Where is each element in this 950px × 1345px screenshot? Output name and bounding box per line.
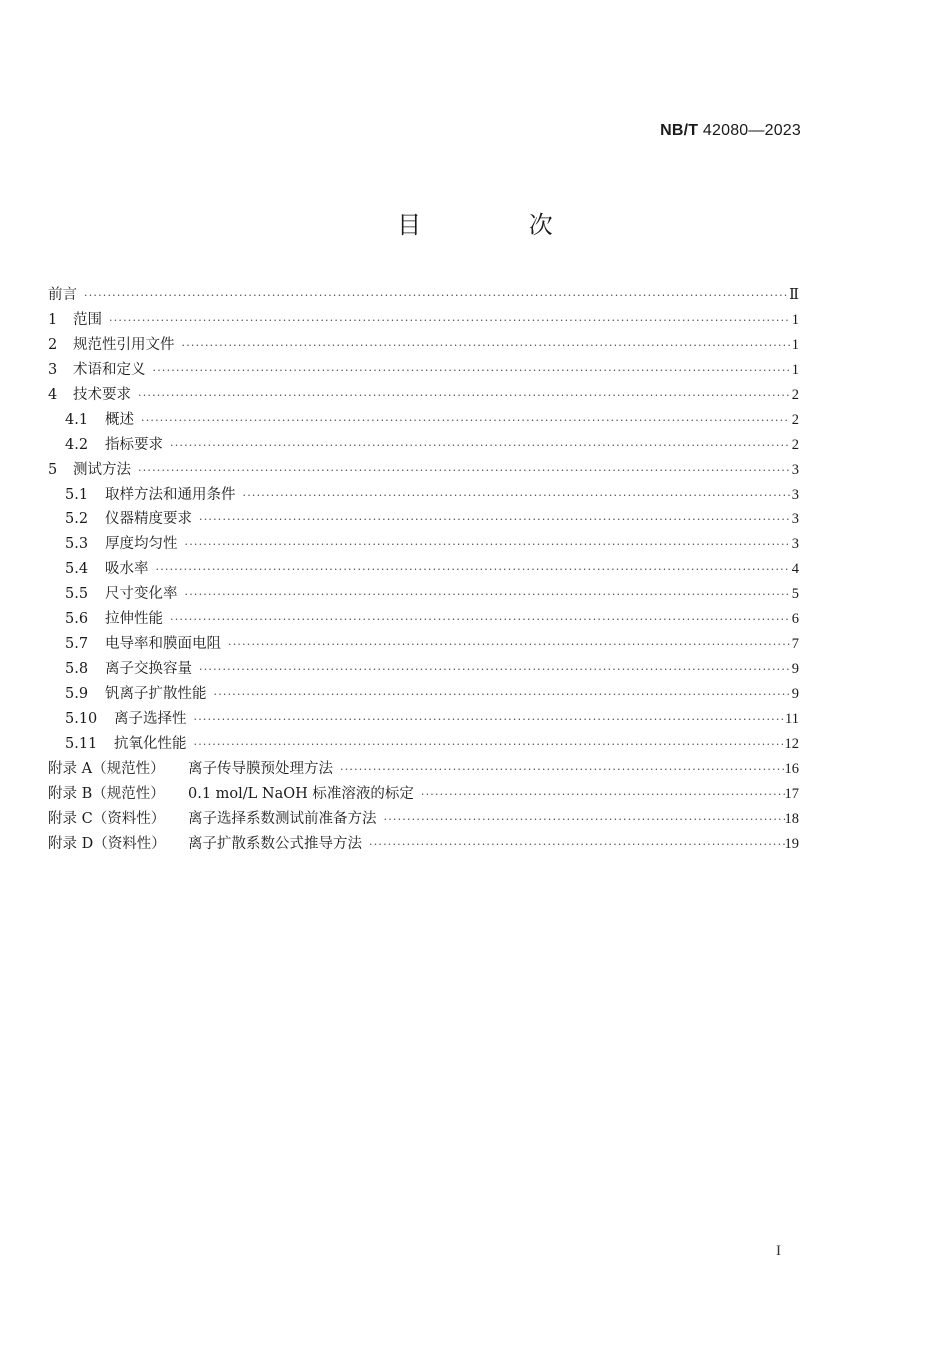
toc-entry-5-1[interactable] <box>48 483 799 508</box>
dot-leader <box>239 484 791 509</box>
toc-entry-4-1[interactable] <box>48 408 799 433</box>
dot-leader <box>134 384 790 409</box>
toc-entry-number: 4.1 <box>65 411 89 428</box>
standard-code <box>660 122 801 140</box>
toc-entry-label: 0.1 mol/L NaOH 标准溶液的标定 <box>188 785 414 802</box>
toc-entry-number: 附录 D（资料性） <box>48 835 166 852</box>
toc-entry-label: 前言 <box>48 287 77 303</box>
dot-leader <box>152 558 791 583</box>
toc-entry-label: 尺寸变化率 <box>105 586 178 603</box>
toc-entry-2[interactable] <box>48 333 799 358</box>
toc-entry-number: 5.9 <box>65 686 89 702</box>
toc-entry-label: 术语和定义 <box>73 361 146 378</box>
dot-leader <box>195 658 790 683</box>
toc-entry-label: 抗氧化性能 <box>114 735 187 752</box>
toc-entry-label: 离子选择性 <box>114 710 187 727</box>
toc-entry-label: 钒离子扩散性能 <box>105 686 207 702</box>
toc-entry-5-7[interactable] <box>48 632 799 657</box>
toc-entry-label: 离子传导膜预处理方法 <box>188 760 333 777</box>
dot-leader <box>380 808 785 833</box>
dot-leader <box>181 583 791 608</box>
toc-entry-number: 1 <box>48 311 58 328</box>
toc-entry-number: 5 <box>48 461 58 478</box>
dot-leader <box>134 459 790 484</box>
toc-entry-4[interactable] <box>48 383 799 408</box>
toc-entry-number: 5.6 <box>65 611 89 628</box>
toc-entry-5-3[interactable] <box>48 532 799 557</box>
toc-entry-5-5[interactable] <box>48 582 799 607</box>
toc-entry-number: 附录 C（资料性） <box>48 810 166 827</box>
toc-entry-label: 测试方法 <box>73 461 131 478</box>
toc-entry-page: 3 <box>791 486 799 503</box>
toc-entry-page: 1 <box>791 311 799 328</box>
toc-entry-3[interactable] <box>48 358 799 383</box>
toc-entry-5[interactable] <box>48 458 799 483</box>
page-title: 目 次 <box>397 211 603 239</box>
toc-entry-label: 指标要求 <box>105 436 163 453</box>
toc-entry-page: 3 <box>791 536 799 553</box>
toc-entry-page: 11 <box>785 710 799 727</box>
toc-entry-label: 离子交换容量 <box>105 661 192 678</box>
toc-entry-appendix-d[interactable] <box>48 832 799 857</box>
dot-leader <box>195 508 790 533</box>
toc-entry-number: 5.10 <box>65 710 98 727</box>
dot-leader <box>224 633 790 658</box>
toc-entry-page: Ⅱ <box>789 287 799 303</box>
dot-leader <box>365 833 785 858</box>
toc-entry-page: 17 <box>784 785 799 802</box>
toc-entry-5-9[interactable] <box>48 682 799 707</box>
toc-entry-label: 取样方法和通用条件 <box>105 486 236 503</box>
toc-entry-5-2[interactable] <box>48 507 799 532</box>
toc-entry-page: 1 <box>791 336 799 353</box>
dot-leader <box>181 533 791 558</box>
toc-entry-appendix-a[interactable] <box>48 757 799 782</box>
dot-leader <box>210 683 791 708</box>
toc-entry-number: 5.3 <box>65 536 89 553</box>
toc-entry-page: 19 <box>784 835 799 852</box>
toc-entry-label: 仪器精度要求 <box>105 511 192 528</box>
toc-entry-5-11[interactable] <box>48 732 799 757</box>
toc-entry-number: 5.5 <box>65 586 89 603</box>
dot-leader <box>178 334 791 359</box>
toc-entry-number: 5.2 <box>65 511 89 528</box>
toc-entry-page: 18 <box>784 810 799 827</box>
toc-entry-page: 2 <box>791 386 799 403</box>
toc-entry-foreword[interactable] <box>48 283 799 308</box>
toc-entry-label: 离子扩散系数公式推导方法 <box>188 835 362 852</box>
dot-leader <box>137 409 790 434</box>
toc-entry-page: 3 <box>791 461 799 478</box>
toc-entry-number: 5.11 <box>65 735 98 752</box>
toc-entry-5-8[interactable] <box>48 657 799 682</box>
toc-entry-number: 2 <box>48 336 58 353</box>
toc-entry-label: 范围 <box>73 311 102 328</box>
toc-entry-number: 附录 B（规范性） <box>48 785 165 802</box>
toc-entry-number: 5.4 <box>65 561 89 578</box>
toc-entry-page: 16 <box>784 760 799 777</box>
toc-entry-page: 9 <box>791 661 799 678</box>
toc-entry-label: 规范性引用文件 <box>73 336 175 353</box>
toc-entry-label: 离子选择系数测试前准备方法 <box>188 810 377 827</box>
toc-entry-page: 2 <box>791 411 799 428</box>
dot-leader <box>149 359 791 384</box>
toc-entry-number: 4.2 <box>65 436 89 453</box>
toc-entry-appendix-c[interactable] <box>48 807 799 832</box>
dot-leader <box>105 309 790 334</box>
toc-entry-page: 5 <box>791 586 799 603</box>
toc-entry-page: 12 <box>784 735 799 752</box>
toc-entry-label: 电导率和膜面电阻 <box>105 636 221 653</box>
toc-entry-page: 9 <box>791 686 799 702</box>
toc-entry-number: 5.1 <box>65 486 89 503</box>
dot-leader <box>336 758 785 783</box>
dot-leader <box>417 783 785 808</box>
table-of-contents <box>48 283 799 857</box>
dot-leader <box>166 434 790 459</box>
toc-entry-label: 拉伸性能 <box>105 611 163 628</box>
toc-entry-5-6[interactable] <box>48 607 799 632</box>
toc-entry-number: 4 <box>48 386 58 403</box>
toc-entry-appendix-b[interactable] <box>48 782 799 807</box>
toc-entry-page: 6 <box>791 611 799 628</box>
toc-entry-4-2[interactable] <box>48 433 799 458</box>
toc-entry-1[interactable] <box>48 308 799 333</box>
toc-entry-page: 1 <box>791 361 799 378</box>
page-number: I <box>776 1243 781 1259</box>
toc-entry-number: 5.8 <box>65 661 89 678</box>
toc-entry-5-4[interactable] <box>48 557 799 582</box>
toc-entry-5-10[interactable] <box>48 707 799 732</box>
dot-leader <box>190 708 786 733</box>
toc-entry-number: 附录 A（规范性） <box>48 760 165 777</box>
toc-entry-number: 5.7 <box>65 636 89 653</box>
toc-entry-label: 吸水率 <box>105 561 149 578</box>
dot-leader <box>190 733 785 758</box>
dot-leader <box>166 608 790 633</box>
toc-entry-page: 3 <box>791 511 799 528</box>
toc-entry-label: 厚度均匀性 <box>105 536 178 553</box>
toc-entry-label: 技术要求 <box>73 386 131 403</box>
standard-code-prefix: NB/T <box>660 122 699 139</box>
toc-entry-page: 4 <box>791 561 799 578</box>
toc-entry-page: 2 <box>791 436 799 453</box>
toc-entry-page: 7 <box>791 636 799 653</box>
toc-entry-label: 概述 <box>105 411 134 428</box>
dot-leader <box>80 284 789 309</box>
standard-code-number: 42080—2023 <box>702 122 801 139</box>
toc-entry-number: 3 <box>48 361 58 378</box>
